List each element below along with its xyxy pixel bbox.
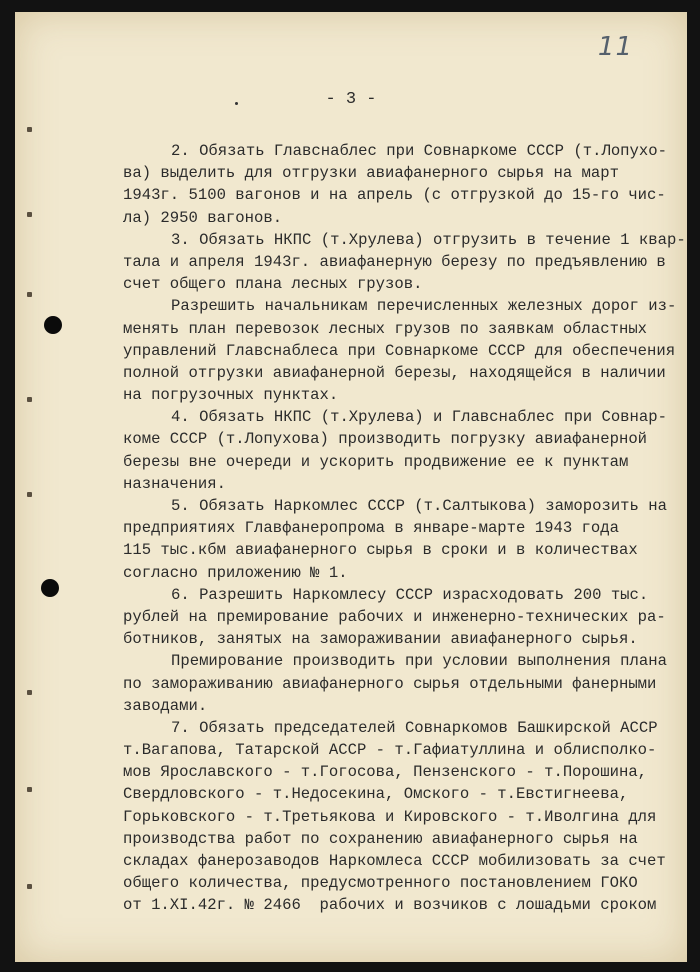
text-line: березы вне очереди и ускорить продвижение ее к пунктам [123,452,629,471]
text-line: т.Вагапова, Татарской АССР - т.Гафиатуллина и облисполко- [123,741,657,760]
text-line: на погрузочных пунктах. [123,386,339,405]
text-line: 2. Обязать Главснаблес при Совнаркоме СССР (т.Лопухо- [171,142,667,160]
text-line: 1943г. 5100 вагонов и на апрель (с отгрузкой до 15-го чис- [123,186,666,205]
text-line: менять план перевозок лесных грузов по заявкам областных [123,319,648,338]
text-line: 115 тыс.кбм авиафанерного сырья в сроки и в количествах [123,541,638,560]
text-line: счет общего плана лесных грузов. [123,275,423,294]
binding-mark [27,397,32,402]
text-line: 3. Обязать НКПС (т.Хрулева) отгрузить в течение 1 квар- [171,230,686,249]
binding-mark [27,292,32,297]
text-line: заводами. [123,696,208,715]
binding-mark [27,492,32,497]
text-line: согласно приложению № 1. [123,563,348,582]
binding-mark [27,212,32,217]
binding-mark [27,127,32,132]
text-line: предприятиях Главфанеропрома в январе-марте 1943 года [123,519,619,538]
text-line: 4. Обязать НКПС (т.Хрулева) и Главснаблес при Совнар- [171,408,667,427]
text-line: ла) 2950 вагонов. [123,208,283,227]
binding-mark [27,787,32,792]
text-line: управлений Главснаблеса при Совнаркоме СССР для обеспечения [123,341,676,360]
text-line: от 1.XI.42г. № 2466 рабочих и возчиков с лошадьми сроком [123,896,657,915]
document-body [123,140,686,917]
text-line: 5. Обязать Наркомлес СССР (т.Салтыкова) заморозить на [171,497,667,515]
text-line: рублей на премирование рабочих и инженерно-технических ра- [123,607,666,626]
binding-mark [27,690,32,695]
text-line: общего количества, предусмотренного постановлением ГОКО [123,874,638,893]
punch-hole [41,579,59,597]
page-number: - 3 - [325,90,377,109]
text-line: тала и апреля 1943г. авиафанерную березу по предъявлению в [123,252,666,271]
text-line: 6. Разрешить Наркомлесу СССР израсходовать 200 тыс. [171,585,649,604]
text-line: ва) выделить для отгрузки авиафанерного сырья на март [123,164,619,183]
text-line: Премирование производить при условии выполнения плана [171,652,667,671]
archive-page-marker: 11 [597,32,633,62]
punch-hole [44,316,62,334]
text-line: Горьковского - т.Третьякова и Кировского - т.Иволгина для [123,807,657,826]
text-line: производства работ по сохранению авиафанерного сырья на [123,829,638,848]
text-line: складах фанерозаводов Наркомлеса СССР мобилизовать за счет [123,852,666,870]
text-line: коме СССР (т.Лопухова) производить погрузку авиафанерной [123,430,648,449]
document-page [15,12,687,962]
text-line: ботников, занятых на замораживании авиафанерного сырья. [123,630,638,649]
text-line: Разрешить начальникам перечисленных железных дорог из- [171,297,677,316]
binding-mark [27,884,32,889]
text-line: мов Ярославского - т.Гогосова, Пензенского - т.Порошина, [123,763,648,782]
text-line: по замораживанию авиафанерного сырья отдельными фанерными [123,674,657,693]
text-line: назначения. [123,474,226,493]
text-line: 7. Обязать председателей Совнаркомов Башкирской АССР [171,718,658,737]
text-line: Свердловского - т.Недосекина, Омского - т.Евстигнеева, [123,785,629,804]
text-line: полной отгрузки авиафанерной березы, находящейся в наличии [123,363,666,382]
